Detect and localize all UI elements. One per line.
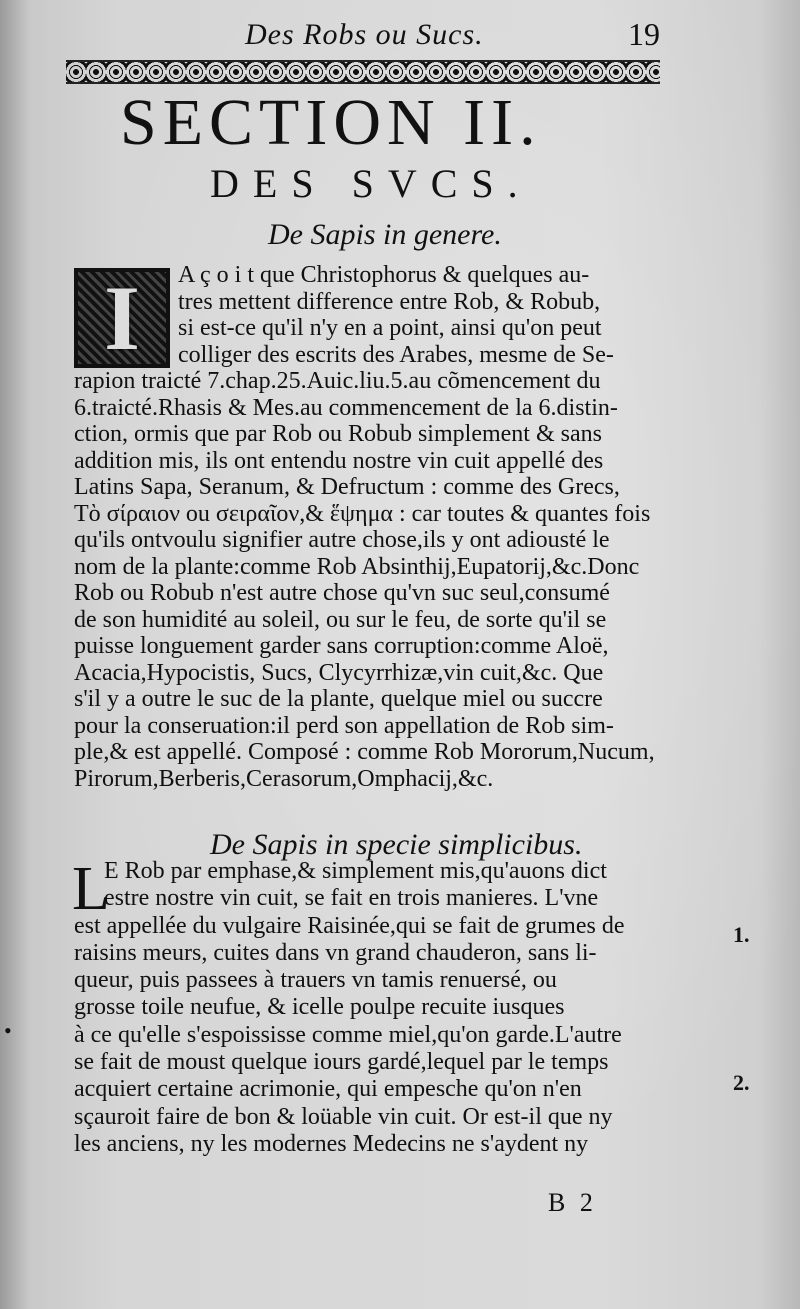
- text-line: puisse longuement garder sans corruption:comme Aloë,: [74, 633, 609, 659]
- margin-note-2: 2.: [733, 1070, 750, 1095]
- text-line: sçauroit faire de bon & loüable vin cuit. Or est-il que ny: [74, 1103, 613, 1130]
- text-line: 6.traicté.Rhasis & Mes.au commencement de la 6.distin-: [74, 394, 618, 421]
- text-line: raisins meurs, cuites dans vn grand chauderon, sans li-: [74, 939, 597, 966]
- signature-mark: B 2: [548, 1188, 597, 1217]
- text-line: à ce qu'elle s'espoississe comme miel,qu'on garde.L'autre: [74, 1021, 622, 1048]
- section-subtitle: DES SVCS.: [210, 161, 532, 206]
- text-line: si est-ce qu'il n'y en a point, ainsi qu'on peut: [178, 315, 602, 341]
- text-line: Latins Sapa, Seranum, & Defructum : comme des Grecs,: [74, 474, 620, 500]
- text-line: tres mettent difference entre Rob, & Robub,: [178, 288, 601, 315]
- text-line: grosse toile neufue, & icelle poulpe recuite iusques: [74, 994, 565, 1021]
- text-line: acquiert certaine acrimonie, qui empesche qu'on n'en: [74, 1076, 582, 1103]
- text-line: colliger des escrits des Arabes, mesme de Se-: [178, 341, 614, 368]
- paragraph-2: [72, 855, 694, 1158]
- initial-letter: L: [72, 855, 110, 923]
- text-line: E Rob par emphase,& simplement mis,qu'auons dict: [104, 858, 607, 884]
- text-line: de son humidité au soleil, ou sur le feu, de sorte qu'il se: [74, 606, 607, 633]
- text-line: A ç o i t que Christophorus & quelques au-: [178, 262, 590, 288]
- text-line: estre nostre vin cuit, se fait en trois manieres. L'vne: [104, 885, 599, 912]
- running-head: Des Robs ou Sucs.: [245, 18, 484, 51]
- paragraph-1-opening: [178, 262, 678, 368]
- text-line: ction, ormis que par Rob ou Robub simplement & sans: [74, 421, 602, 447]
- text-line: Τὸ σίραιον ou σειραῖον,& ἕψημα : car toutes & quantes fois: [74, 500, 651, 527]
- decorated-initial-icon: [74, 268, 170, 368]
- text-line: Rob ou Robub n'est autre chose qu'vn suc seul,consumé: [74, 580, 610, 606]
- text-line: pour la conseruation:il perd son appellation de Rob sim-: [74, 712, 614, 739]
- text-line: rapion traicté 7.chap.25.Auic.liu.5.au cõmencement du: [74, 368, 601, 394]
- heading-de-sapis-in-specie: De Sapis in specie simplicibus.: [210, 828, 583, 861]
- text-line: qu'ils ontvoulu signifier autre chose,ils y ont adiousté le: [74, 527, 610, 553]
- margin-mark: •: [4, 1018, 12, 1043]
- heading-de-sapis-in-genere: De Sapis in genere.: [268, 218, 502, 251]
- text-line: Acacia,Hypocistis, Sucs, Clycyrrhizæ,vin cuit,&c. Que: [74, 659, 604, 686]
- paragraph-1-body: [74, 368, 680, 792]
- margin-note-1: 1.: [733, 922, 750, 947]
- page-number: 19: [628, 16, 660, 52]
- text-line: addition mis, ils ont entendu nostre vin cuit appellé des: [74, 447, 604, 474]
- text-line: ple,& est appellé. Composé : comme Rob Mororum,Nucum,: [74, 739, 655, 765]
- page-header: [0, 14, 800, 54]
- text-line: se fait de moust quelque iours gardé,lequel par le temps: [74, 1049, 609, 1076]
- text-line: est appellée du vulgaire Raisinée,qui se fait de grumes de: [74, 912, 625, 939]
- text-line: nom de la plante:comme Rob Absinthij,Eupatorij,&c.Donc: [74, 553, 640, 580]
- text-line: les anciens, ny les modernes Medecins ne s'aydent ny: [74, 1130, 589, 1157]
- section-title: SECTION II.: [120, 86, 542, 159]
- text-line: queur, puis passees à trauers vn tamis renuersé, ou: [74, 967, 557, 994]
- text-line: s'il y a outre le suc de la plante, quelque miel ou succre: [74, 686, 603, 712]
- ornament-band-icon: [66, 60, 660, 84]
- dropcap-letter: I: [104, 268, 140, 368]
- text-line: Pirorum,Berberis,Cerasorum,Omphacij,&c.: [74, 765, 494, 792]
